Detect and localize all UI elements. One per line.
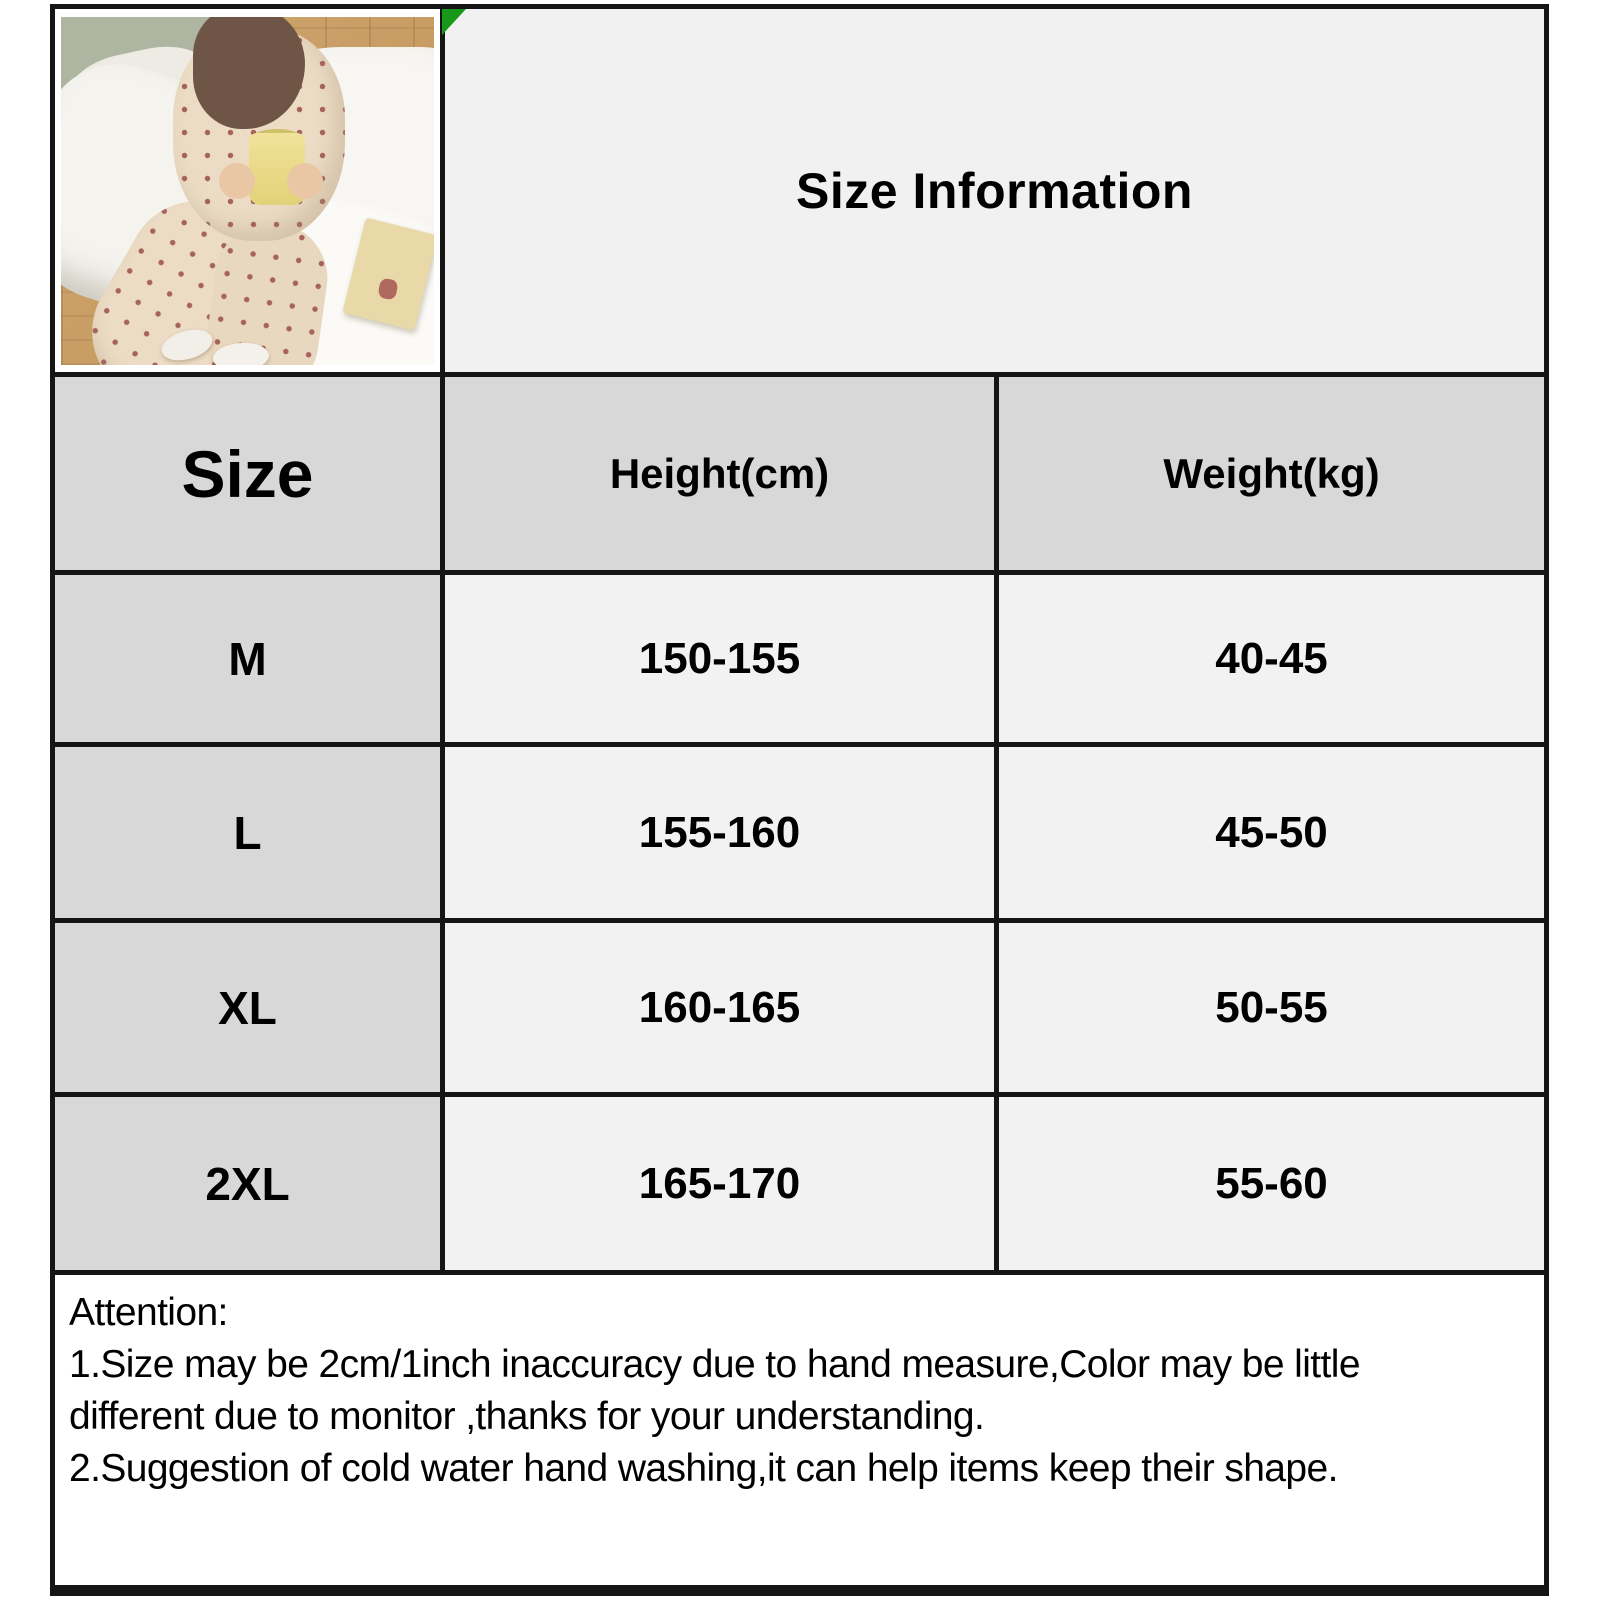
size-information-title-cell [443,7,1547,375]
table-row-xl [53,921,1547,1095]
weight-value-xl: 50-55 [997,921,1547,1095]
height-value-xl: 160-165 [443,921,997,1095]
photo-left-hand [219,163,255,199]
column-header-size: Size [53,375,443,573]
attention-section [53,1273,1547,1591]
attention-line-1: 1.Size may be 2cm/1inch inaccuracy due to hand measure,Color may be little [69,1342,1360,1386]
weight-value-m: 40-45 [997,573,1547,745]
size-label-2xl: 2XL [53,1095,443,1273]
weight-value-l: 45-50 [997,745,1547,921]
size-label-l: L [53,745,443,921]
height-value-2xl: 165-170 [443,1095,997,1273]
table-row-l [53,745,1547,921]
size-information-title: Size Information [796,162,1193,219]
product-photo-cell [53,7,443,375]
size-information-table [50,4,1549,1596]
size-label-xl: XL [53,921,443,1095]
height-value-m: 150-155 [443,573,997,745]
product-photo [61,17,434,365]
column-header-height: Height(cm) [443,375,997,573]
attention-line-3: 2.Suggestion of cold water hand washing,it can help items keep their shape. [69,1446,1338,1490]
photo-right-hand [287,163,323,199]
table-row-2xl [53,1095,1547,1273]
green-corner-marker-icon [442,9,466,35]
size-label-m: M [53,573,443,745]
table-row-m [53,573,1547,745]
weight-value-2xl: 55-60 [997,1095,1547,1273]
attention-heading: Attention: [69,1291,228,1334]
table-header-row [53,375,1547,573]
column-header-weight: Weight(kg) [997,375,1547,573]
height-value-l: 155-160 [443,745,997,921]
attention-line-2: different due to monitor ,thanks for your understanding. [69,1394,985,1438]
